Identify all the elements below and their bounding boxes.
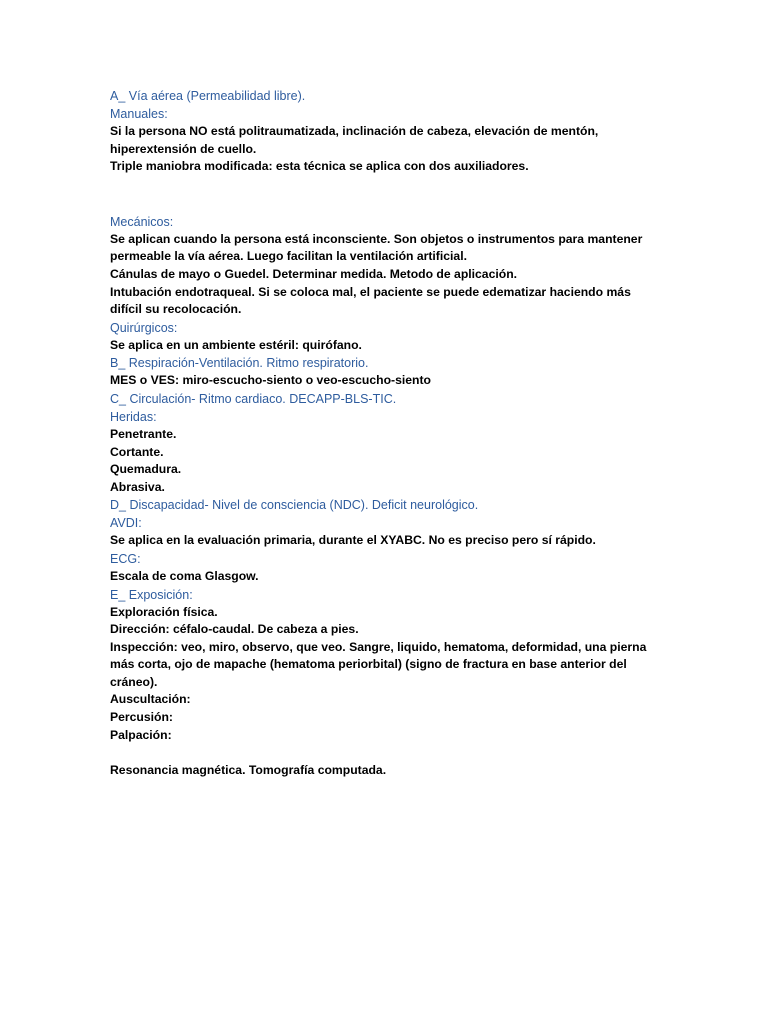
text-line: difícil su recolocación. — [110, 302, 242, 317]
text-line: Intubación endotraqueal. Si se coloca mal, el paciente se puede edematizar haciendo más — [110, 284, 631, 299]
text-block — [110, 604, 650, 745]
text-line: Se aplican cuando la persona está inconsciente. Son objetos o instrumentos para mantener — [110, 231, 643, 246]
text-block — [110, 123, 650, 176]
text-line: Abrasiva. — [110, 479, 165, 494]
section-heading: ECG: — [110, 551, 141, 566]
text-line: Se aplica en un ambiente estéril: quirófano. — [110, 337, 362, 352]
text-line: MES o VES: miro-escucho-siento o veo-escucho-siento — [110, 373, 431, 388]
text-block — [110, 532, 650, 550]
text-line: Escala de coma Glasgow. — [110, 568, 259, 583]
section-heading: C_ Circulación- Ritmo cardiaco. DECAPP-BLS-TIC. — [110, 391, 397, 406]
text-line: Dirección: céfalo-caudal. De cabeza a pies. — [110, 622, 359, 637]
text-line: más corta, ojo de mapache (hematoma periorbital) (signo de fractura en base anterior del — [110, 657, 627, 672]
text-line: Se aplica en la evaluación primaria, durante el XYABC. No es preciso pero sí rápido. — [110, 533, 596, 548]
text-line: permeable la vía aérea. Luego facilitan la ventilación artificial. — [110, 249, 467, 264]
text-line: Palpación: — [110, 727, 172, 742]
text-line: hiperextensión de cuello. — [110, 141, 257, 156]
text-line: Triple maniobra modificada: esta técnica se aplica con dos auxiliadores. — [110, 159, 529, 174]
text-line: Penetrante. — [110, 426, 177, 441]
text-block — [110, 372, 650, 390]
text-line: Auscultación: — [110, 692, 191, 707]
text-block — [110, 568, 650, 586]
text-line: Si la persona NO está politraumatizada, inclinación de cabeza, elevación de mentón, — [110, 124, 599, 138]
section-heading: Heridas: — [110, 409, 157, 424]
section-heading: Quirúrgicos: — [110, 320, 178, 335]
document-body — [110, 87, 650, 780]
section-heading: AVDI: — [110, 516, 142, 531]
text-line: Cánulas de mayo o Guedel. Determinar medida. Metodo de aplicación. — [110, 266, 518, 281]
text-line: Percusión: — [110, 710, 173, 725]
text-block — [110, 337, 650, 355]
paragraph-spacer — [110, 176, 650, 213]
section-heading: D_ Discapacidad- Nivel de consciencia (NDC). Deficit neurológico. — [110, 498, 479, 513]
section-heading: E_ Exposición: — [110, 587, 193, 602]
text-line: Quemadura. — [110, 462, 182, 477]
text-line: Exploración física. — [110, 604, 218, 619]
text-line: cráneo). — [110, 674, 158, 689]
section-heading: A_ Vía aérea (Permeabilidad libre). — [110, 89, 306, 103]
text-block — [110, 426, 650, 496]
text-line: Cortante. — [110, 444, 164, 459]
section-heading: B_ Respiración-Ventilación. Ritmo respiratorio. — [110, 356, 369, 371]
text-line: Resonancia magnética. Tomografía computada. — [110, 763, 387, 778]
section-heading: Manuales: — [110, 107, 168, 121]
text-block — [110, 231, 650, 319]
text-line: Inspección: veo, miro, observo, que veo. Sangre, liquido, hematoma, deformidad, una pierna — [110, 639, 647, 654]
text-block — [110, 762, 650, 780]
paragraph-spacer — [110, 744, 650, 762]
section-heading: Mecánicos: — [110, 214, 174, 229]
